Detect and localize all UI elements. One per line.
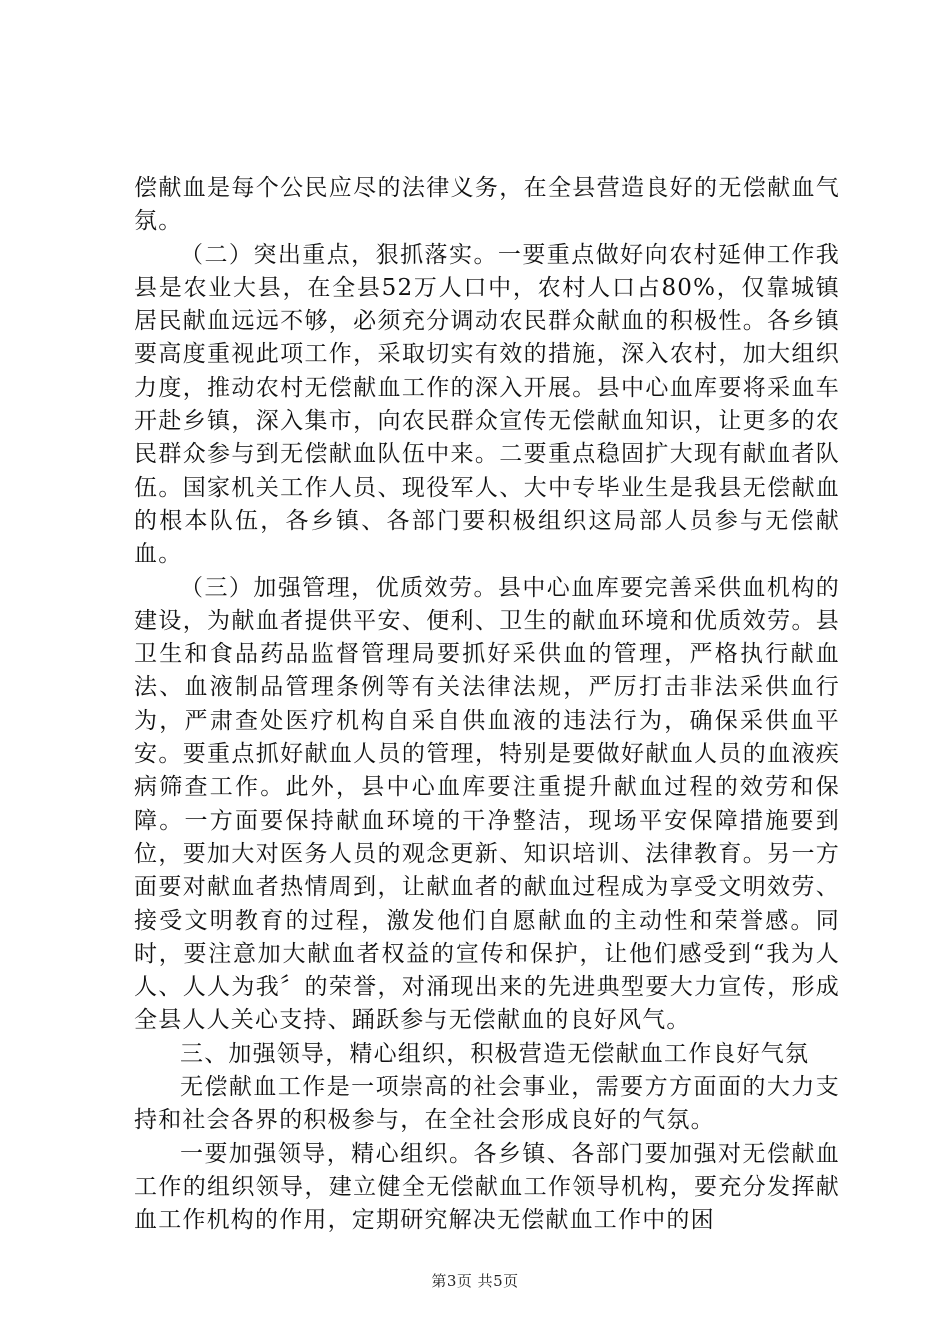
paragraph-section-2: （二）突出重点，狠抓落实。一要重点做好向农村延伸工作我县是农业大县，在全县52万人口中，农村人口占80%，仅靠城镇居民献血远远不够，必须充分调动农民群众献血的积极性。各乡镇要高度重视此项工作，采取切实有效的措施，深入农村，加大组织力度，推动农村无偿献血工作的深入开展。县中心血库要将采血车开赴乡镇，深入集市，向农民群众宣传无偿献血知识，让更多的农民群众参与到无偿献血队伍中来。二要重点稳固扩大现有献血者队伍。国家机关工作人员、现役军人、大中专毕业生是我县无偿献血的根本队伍，各乡镇、各部门要积极组织这局部人员参与无偿献血。 <box>134 241 840 568</box>
paragraph-intro: 无偿献血工作是一项崇高的社会事业，需要方方面面的大力支持和社会各界的积极参与，在全社会形成良好的气氛。 <box>134 1074 840 1134</box>
page-footer: 第3页 共5页 <box>431 1272 519 1290</box>
body-text <box>134 172 840 1238</box>
paragraph-continuation: 偿献血是每个公民应尽的法律义务，在全县营造良好的无偿献血气氛。 <box>134 175 840 235</box>
paragraph-leadership: 一要加强领导，精心组织。各乡镇、各部门要加强对无偿献血工作的组织领导，建立健全无偿献血工作领导机构，要充分发挥献血工作机构的作用，定期研究解决无偿献血工作中的困 <box>134 1140 840 1234</box>
heading-part-3: 三、加强领导，精心组织，积极营造无偿献血工作良好气氛 <box>180 1040 810 1067</box>
paragraph-section-3: （三）加强管理，优质效劳。县中心血库要完善采供血机构的建设，为献血者提供平安、便利、卫生的献血环境和优质效劳。县卫生和食品药品监督管理局要抓好采供血的管理，严格执行献血法、血液制品管理条例等有关法律法规，严厉打击非法采供血行为，严肃查处医疗机构自采自供血液的违法行为，确保采供血平安。要重点抓好献血人员的管理，特别是要做好献血人员的血液疾病筛查工作。此外，县中心血库要注重提升献血过程的效劳和保障。一方面要保持献血环境的干净整洁，现场平安保障措施要到位，要加大对医务人员的观念更新、知识培训、法律教育。另一方面要对献血者热情周到，让献血者的献血过程成为享受文明效劳、接受文明教育的过程，激发他们自愿献血的主动性和荣誉感。同时，要注意加大献血者权益的宣传和保护，让他们感受到“我为人人、人人为我〞的荣誉，对涌现出来的先进典型要大力宣传，形成全县人人关心支持、踊跃参与无偿献血的良好风气。 <box>134 574 840 1034</box>
